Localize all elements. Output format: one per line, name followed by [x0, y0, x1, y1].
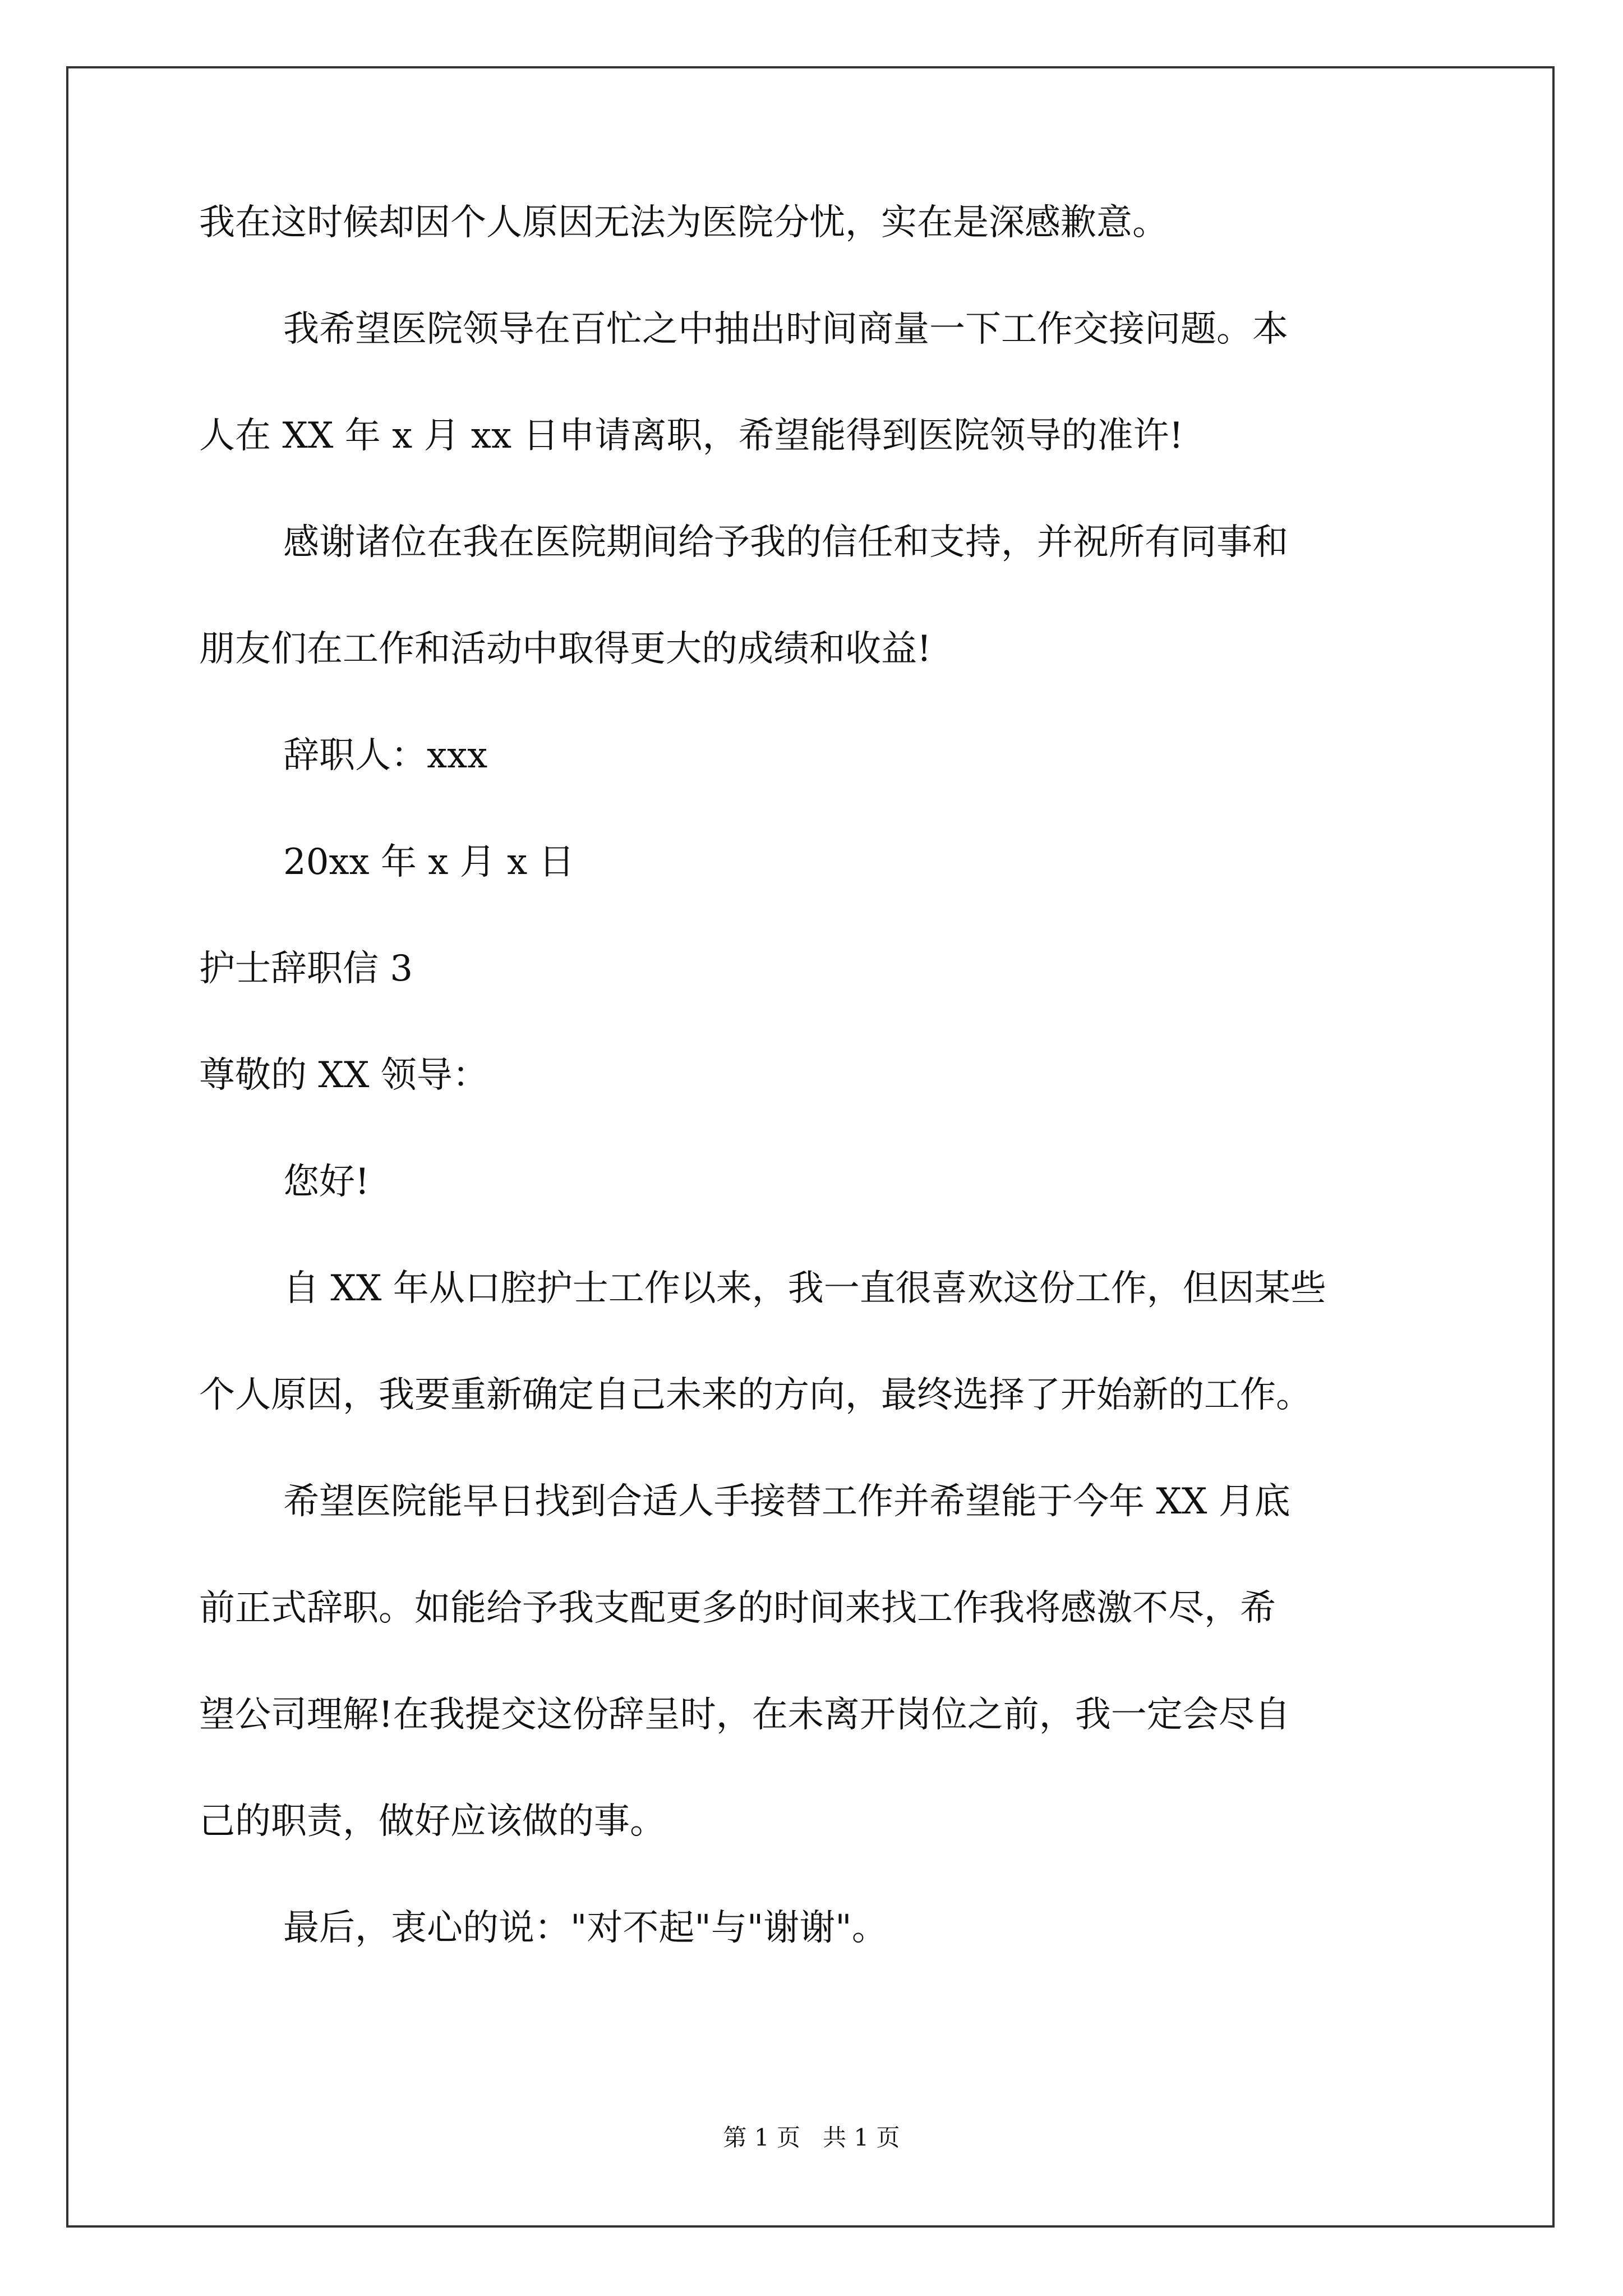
text-line-2: 我希望医院领导在百忙之中抽出时间商量一下工作交接问题。本 — [283, 309, 1288, 350]
salutation: 尊敬的 XX 领导： — [199, 1055, 488, 1096]
date-line: 20xx 年 x 月 x 日 — [283, 841, 575, 883]
text-line-4: 感谢诸位在我在医院期间给予我的信任和支持，并祝所有同事和 — [283, 522, 1288, 563]
text-line-12: 个人原因，我要重新确定自己未来的方向，最终选择了开始新的工作。 — [199, 1374, 1312, 1416]
text-line-11: 自 XX 年从口腔护士工作以来，我一直很喜欢这份工作，但因某些 — [283, 1268, 1326, 1309]
text-line-15: 望公司理解!在我提交这份辞呈时，在未离开岗位之前，我一定会尽自 — [199, 1694, 1290, 1736]
text-line-3: 人在 XX 年 x 月 xx 日申请离职，希望能得到医院领导的准许! — [199, 415, 1184, 457]
text-line-1: 我在这时候却因个人原因无法为医院分忧，实在是深感歉意。 — [199, 202, 1168, 243]
greeting: 您好! — [283, 1161, 370, 1203]
text-line-13: 希望医院能早日找到合适人手接替工作并希望能于今年 XX 月底 — [283, 1481, 1290, 1522]
text-line-16: 己的职责，做好应该做的事。 — [199, 1801, 666, 1842]
letter-heading: 护士辞职信 3 — [199, 948, 413, 990]
page-footer: 第 1 页 共 1 页 — [723, 2124, 900, 2151]
text-line-5: 朋友们在工作和活动中取得更大的成绩和收益! — [199, 628, 932, 670]
closing-line: 最后，衷心的说："对不起"与"谢谢"。 — [283, 1907, 888, 1949]
signer-line: 辞职人：xxx — [283, 735, 488, 776]
document-body — [199, 202, 1427, 2017]
text-line-14: 前正式辞职。如能给予我支配更多的时间来找工作我将感激不尽，希 — [199, 1588, 1276, 1629]
